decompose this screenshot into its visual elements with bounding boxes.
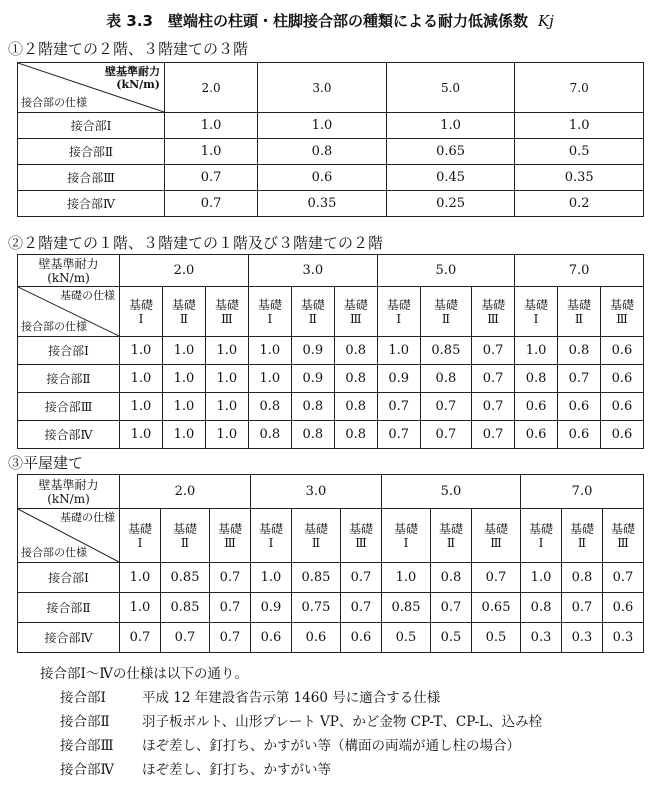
corner-foundation-label: 基礎の仕様 [60,511,115,524]
foundation-subheader: 基礎 Ⅱ [431,509,472,563]
corner-joint-label: 接合部の仕様 [21,96,87,109]
note-label: 接合部Ⅳ [60,762,114,778]
foundation-subheader: 基礎 Ⅱ [558,287,601,337]
table-cell: 0.25 [386,191,515,217]
table-cell: 0.3 [602,623,643,653]
table-cell: 1.0 [250,563,291,593]
table-row [18,113,644,139]
column-header: 3.0 [250,475,381,509]
note-text: 平成 12 年建設省告示第 1460 号に適合する仕様 [142,690,441,706]
table-cell: 1.0 [162,337,205,365]
column-header: 3.0 [258,63,387,113]
foundation-subheader: 基礎 Ⅲ [600,287,643,337]
table-cell: 0.8 [291,393,334,421]
table-cell: 0.7 [341,593,382,623]
corner-joint-label: 接合部の仕様 [21,546,87,559]
foundation-subheader: 基礎 Ⅲ [334,287,377,337]
table-cell: 0.75 [291,593,340,623]
note-label: 接合部Ⅲ [60,738,114,754]
table-cell: 0.9 [291,365,334,393]
table-cell: 0.8 [558,337,601,365]
foundation-subheader: 基礎 Ⅲ [472,287,515,337]
corner-cell [18,63,165,113]
table-cell: 0.8 [334,365,377,393]
table-cell: 0.7 [165,191,258,217]
table-cell: 0.8 [291,421,334,449]
column-header: 7.0 [515,255,644,287]
column-header: 5.0 [377,255,514,287]
table-cell: 0.6 [600,337,643,365]
note-text: 羽子板ボルト、山形プレート VP、かど金物 CP-T、CP-L、込み栓 [142,714,543,730]
table-cell: 1.0 [258,113,387,139]
table-cell: 0.35 [515,165,644,191]
table-row [18,165,644,191]
table-cell: 1.0 [120,563,161,593]
table-cell: 0.8 [521,593,562,623]
table-row [18,623,644,653]
section3-heading: ③平屋建て [8,454,84,472]
foundation-subheader: 基礎 Ⅱ [160,509,209,563]
table-row [18,563,644,593]
table-cell: 1.0 [205,337,248,365]
table-cell: 1.0 [120,337,163,365]
table-cell: 0.7 [210,593,251,623]
row-label: 接合部Ⅰ [18,337,120,365]
note-item [60,758,542,782]
foundation-subheader: 基礎 Ⅰ [120,287,163,337]
notes-intro: 接合部Ⅰ～Ⅳの仕様は以下の通り。 [40,666,248,682]
table-cell: 1.0 [165,113,258,139]
table-cell: 0.7 [602,563,643,593]
table-row [18,393,644,421]
table-cell: 0.3 [562,623,603,653]
table-cell: 1.0 [205,393,248,421]
table-cell: 1.0 [248,337,291,365]
row-label: 接合部Ⅲ [18,393,120,421]
table-cell: 0.45 [386,165,515,191]
table-cell: 0.6 [341,623,382,653]
title-symbol: Kj [537,12,554,30]
table-row [18,139,644,165]
table-cell: 0.7 [420,421,471,449]
table-cell: 1.0 [162,365,205,393]
table-cell: 0.7 [562,593,603,623]
note-label: 接合部Ⅱ [60,714,110,730]
note-item [60,686,542,710]
table-cell: 0.8 [515,365,558,393]
foundation-subheader: 基礎 Ⅲ [341,509,382,563]
foundation-subheader: 基礎 Ⅲ [602,509,643,563]
table-cell: 0.8 [248,421,291,449]
table-cell: 0.7 [210,563,251,593]
table-cell: 0.2 [515,191,644,217]
foundation-subheader: 基礎 Ⅰ [515,287,558,337]
table-cell: 0.5 [471,623,520,653]
table-cell: 0.8 [334,421,377,449]
table-cell: 0.7 [472,421,515,449]
table-cell: 0.7 [210,623,251,653]
table-cell: 0.35 [258,191,387,217]
table-cell: 1.0 [521,563,562,593]
table-cell: 0.85 [160,563,209,593]
foundation-subheader: 基礎 Ⅰ [248,287,291,337]
column-header: 2.0 [165,63,258,113]
table-cell: 0.9 [377,365,420,393]
note-label: 接合部Ⅰ [60,690,106,706]
foundation-subheader: 基礎 Ⅲ [205,287,248,337]
row-label: 接合部Ⅱ [18,593,120,623]
table-cell: 0.8 [258,139,387,165]
strength-label: 壁基準耐力 (kN/m) [18,475,120,509]
table-cell: 0.6 [515,393,558,421]
table-cell: 0.6 [515,421,558,449]
column-header: 5.0 [381,475,520,509]
row-label: 接合部Ⅳ [18,191,165,217]
table-cell: 0.8 [562,563,603,593]
note-text: ほぞ差し、釘打ち、かすがい等（構面の両端が通し柱の場合） [142,738,520,754]
notes [40,662,542,782]
section1-table [17,62,644,217]
foundation-subheader: 基礎 Ⅱ [420,287,471,337]
table-cell: 0.7 [472,393,515,421]
table-row [18,337,644,365]
table-cell: 0.85 [381,593,430,623]
table-cell: 1.0 [248,365,291,393]
table-cell: 0.7 [377,421,420,449]
foundation-subheader: 基礎 Ⅱ [291,509,340,563]
table-cell: 1.0 [120,593,161,623]
foundation-subheader: 基礎 Ⅰ [381,509,430,563]
foundation-subheader: 基礎 Ⅰ [377,287,420,337]
table-cell: 1.0 [162,393,205,421]
table-cell: 0.7 [420,393,471,421]
table-cell: 0.6 [600,393,643,421]
foundation-subheader: 基礎 Ⅰ [521,509,562,563]
table-cell: 0.7 [120,623,161,653]
table-cell: 0.7 [377,393,420,421]
foundation-subheader: 基礎 Ⅰ [120,509,161,563]
table-row [18,191,644,217]
table-cell: 0.6 [291,623,340,653]
table-cell: 1.0 [381,563,430,593]
table-cell: 1.0 [120,421,163,449]
title-text: 表 3.3 壁端柱の柱頭・柱脚接合部の種類による耐力低減係数 [106,12,528,30]
table-cell: 0.7 [431,593,472,623]
table-cell: 0.9 [291,337,334,365]
note-item [60,710,542,734]
row-label: 接合部Ⅱ [18,139,165,165]
table-cell: 0.5 [515,139,644,165]
table-cell: 0.8 [431,563,472,593]
table-cell: 1.0 [120,393,163,421]
table-row [18,421,644,449]
table-row [18,593,644,623]
table-cell: 1.0 [205,365,248,393]
column-header: 3.0 [248,255,377,287]
table-cell: 0.8 [334,393,377,421]
table-cell: 0.7 [160,623,209,653]
foundation-subheader: 基礎 Ⅲ [210,509,251,563]
table-cell: 1.0 [515,337,558,365]
table-cell: 0.8 [420,365,471,393]
table-cell: 0.85 [291,563,340,593]
note-item [60,734,542,758]
table-row [18,365,644,393]
row-label: 接合部Ⅰ [18,563,120,593]
foundation-subheader: 基礎 Ⅱ [162,287,205,337]
table-cell: 1.0 [515,113,644,139]
column-header: 7.0 [515,63,644,113]
table-cell: 0.6 [600,365,643,393]
row-label: 接合部Ⅱ [18,365,120,393]
row-label: 接合部Ⅳ [18,623,120,653]
corner-joint-label: 接合部の仕様 [21,320,87,333]
corner-cell [18,287,120,337]
table-cell: 0.3 [521,623,562,653]
foundation-subheader: 基礎 Ⅱ [291,287,334,337]
table-cell: 0.8 [334,337,377,365]
section3-table [17,474,644,653]
column-header: 2.0 [120,255,249,287]
table-cell: 1.0 [162,421,205,449]
table-cell: 0.5 [431,623,472,653]
table-cell: 0.7 [341,563,382,593]
foundation-subheader: 基礎 Ⅰ [250,509,291,563]
table-title [0,10,660,31]
table-cell: 1.0 [120,365,163,393]
table-cell: 0.85 [420,337,471,365]
table-cell: 1.0 [386,113,515,139]
table-cell: 0.6 [250,623,291,653]
section2-heading: ②２階建ての１階、３階建ての１階及び３階建ての２階 [8,234,384,252]
table-cell: 0.65 [471,593,520,623]
table-cell: 0.65 [386,139,515,165]
row-label: 接合部Ⅲ [18,165,165,191]
table-cell: 0.6 [258,165,387,191]
foundation-subheader: 基礎 Ⅱ [562,509,603,563]
table-cell: 0.6 [602,593,643,623]
table-cell: 0.7 [472,365,515,393]
table-cell: 0.7 [165,165,258,191]
section1-heading: ①２階建ての２階、３階建ての３階 [8,40,249,58]
table-cell: 0.7 [558,365,601,393]
corner-cell [18,509,120,563]
table-cell: 0.6 [600,421,643,449]
note-text: ほぞ差し、釘打ち、かすがい等 [142,762,331,778]
table-cell: 0.6 [558,393,601,421]
table-cell: 0.8 [248,393,291,421]
table-cell: 0.6 [558,421,601,449]
strength-label: 壁基準耐力 (kN/m) [18,255,120,287]
column-header: 2.0 [120,475,251,509]
table-cell: 0.9 [250,593,291,623]
section2-table [17,254,644,449]
row-label: 接合部Ⅰ [18,113,165,139]
table-cell: 0.7 [472,337,515,365]
table-cell: 0.5 [381,623,430,653]
row-label: 接合部Ⅳ [18,421,120,449]
table-cell: 1.0 [165,139,258,165]
table-cell: 0.85 [160,593,209,623]
table-cell: 1.0 [377,337,420,365]
foundation-subheader: 基礎 Ⅲ [471,509,520,563]
corner-foundation-label: 基礎の仕様 [60,289,115,302]
table-cell: 1.0 [205,421,248,449]
table-cell: 0.7 [471,563,520,593]
corner-strength-label: 壁基準耐力 (kN/m) [105,65,160,91]
column-header: 7.0 [521,475,644,509]
column-header: 5.0 [386,63,515,113]
